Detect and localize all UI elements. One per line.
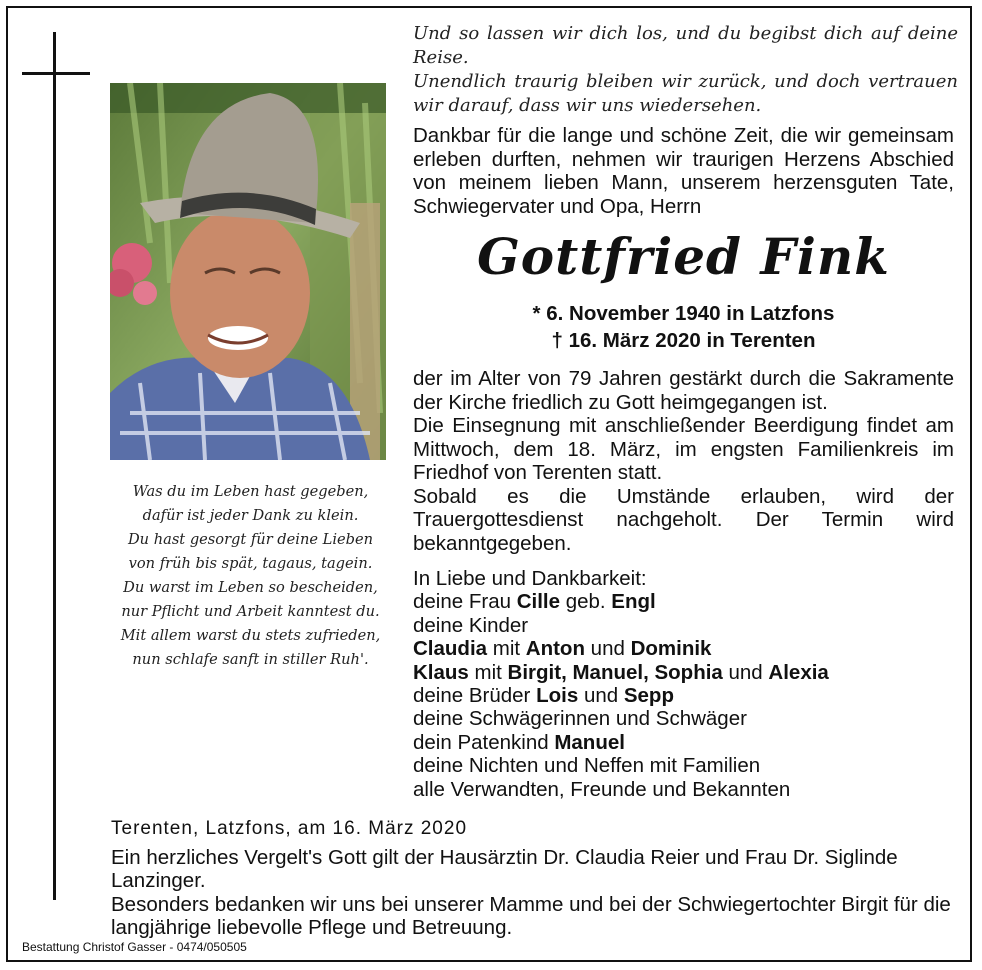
poem-line: nun schlafe sanft in stiller Ruh'. [132, 651, 369, 668]
funeral-home-contact: Bestattung Christof Gasser - 0474/050505 [22, 940, 247, 954]
poem-line: Du hast gesorgt für deine Lieben [127, 531, 373, 548]
poem-line: nur Pflicht und Arbeit kanntest du. [121, 603, 380, 620]
mourner-godchild: dein Patenkind Manuel [413, 730, 625, 754]
details-paragraph: der im Alter von 79 Jahren gestärkt durch die Sakramente der Kirche friedlich zu Gott heimgegangen ist. [413, 367, 954, 414]
funeral-details [413, 367, 954, 555]
mourner-inlaws: deine Schwägerinnen und Schwäger [413, 707, 747, 731]
mourner-nieces: deine Nichten und Neffen mit Familien [413, 754, 761, 778]
poem-line: dafür ist jeder Dank zu klein. [142, 507, 359, 524]
mourners-heading: In Liebe und Dankbarkeit: [413, 567, 647, 590]
mourner-wife: deine Frau Cille geb. Engl [413, 590, 656, 614]
life-dates [413, 300, 954, 354]
death-date: † 16. März 2020 in Terenten [551, 329, 816, 352]
quote-line: Unendlich traurig bleiben wir zurück, und doch vertrauen wir darauf, dass wir uns wiedersehen. [413, 71, 958, 116]
birth-date: * 6. November 1940 in Latzfons [532, 302, 835, 325]
deceased-name: Gottfried Fink [477, 227, 890, 286]
poem [108, 480, 393, 672]
opening-quote [413, 22, 958, 118]
intro-text: Dankbar für die lange und schöne Zeit, die wir gemeinsam erleben durften, nehmen wir traurigen Herzens Abschied von meinem lieben Mann, unserem herzensguten Tate, Schwiegervater und Opa, Herrn [413, 124, 954, 218]
cross-icon-vertical [53, 32, 56, 900]
thanks-paragraph: Ein herzliches Vergelt's Gott gilt der Hausärztin Dr. Claudia Reier und Frau Dr. Siglinde Lanzinger. [111, 846, 898, 893]
poem-line: Mit allem warst du stets zufrieden, [120, 627, 381, 644]
cross-icon-horizontal [22, 72, 90, 75]
thanks-paragraph: Besonders bedanken wir uns bei unserer Mamme und bei der Schwiegertochter Birgit für die langjährige liebevolle Pflege und Betreuung. [111, 892, 951, 940]
mourner-relatives: alle Verwandten, Freunde und Bekannten [413, 777, 791, 801]
quote-line: Und so lassen wir dich los, und du begibst dich auf deine Reise. [413, 23, 958, 68]
place-date: Terenten, Latzfons, am 16. März 2020 [111, 818, 468, 839]
acknowledgements [111, 846, 954, 940]
mourner-brothers: deine Brüder Lois und Sepp [413, 684, 674, 708]
mourner-claudia: Claudia mit Anton und Dominik [413, 637, 712, 661]
portrait-photo [110, 83, 386, 460]
mourner-klaus: Klaus mit Birgit, Manuel, Sophia und Alexia [413, 660, 829, 684]
details-paragraph: Sobald es die Umstände erlauben, wird der Trauergottesdienst nachgeholt. Der Termin wird bekanntgegeben. [413, 484, 954, 555]
poem-line: Was du im Leben hast gegeben, [132, 483, 369, 500]
mourner-children-label: deine Kinder [413, 613, 529, 637]
mourners-list [413, 567, 954, 801]
poem-line: Du warst im Leben so bescheiden, [123, 579, 378, 596]
poem-line: von früh bis spät, tagaus, tagein. [128, 555, 373, 572]
details-paragraph: Die Einsegnung mit anschließender Beerdigung findet am Mittwoch, dem 18. März, im engsten Familienkreis im Friedhof von Terenten statt. [413, 414, 954, 484]
